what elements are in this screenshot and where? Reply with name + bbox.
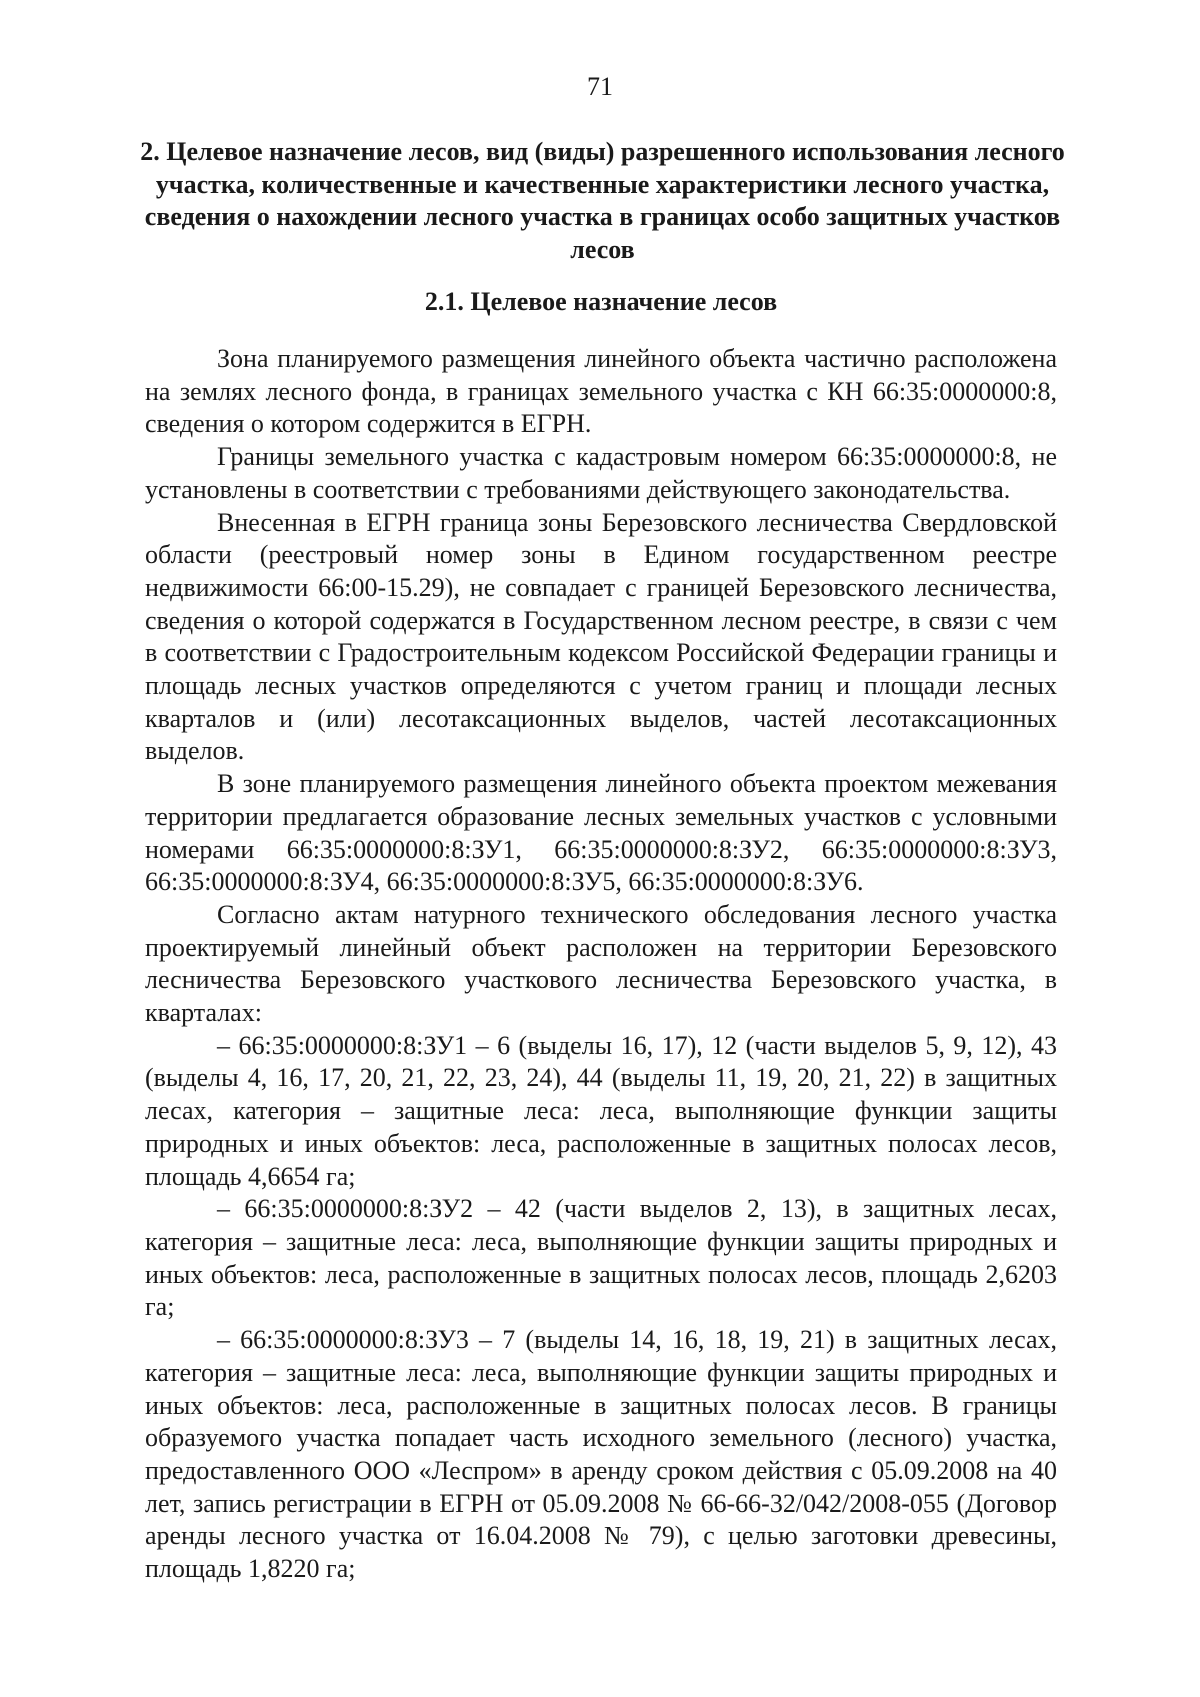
list-item-zu1: – 66:35:0000000:8:ЗУ1 – 6 (выделы 16, 17), 12 (части выделов 5, 9, 12), 43 (выделы 4, 16, 17, 20, 21, 22, 23, 24), 44 (выделы 11, 19, 20, 21, 22) в защитных лесах, категория – защитные леса: леса, выполняющие функции защиты природных и иных объектов: леса, расположенные в защитных полосах лесов, площадь 4,6654 га; — [145, 1030, 1057, 1191]
list-item-zu3: – 66:35:0000000:8:ЗУ3 – 7 (выделы 14, 16, 18, 19, 21) в защитных лесах, категория – защитные леса: леса, выполняющие функции защиты природных и иных объектов: леса, расположенные в защитных полосах лесов. В границы образуемого участка попадает часть исходного земельного (лесного) участка, предоставленного ООО «Леспром» в аренду сроком действия с 05.09.2008 на 40 лет, запись регистрации в ЕГРН от 05.09.2008 № 66-66-32/042/2008-055 (Договор аренды лесного участка от 16.04.2008 № 79), с целью заготовки древесины, площадь 1,8220 га; — [145, 1325, 1057, 1584]
paragraph-inspection-acts: Согласно актам натурного технического обследования лесного участка проектируемый линейный объект расположен на территории Березовского лесничества Березовского участкового лесничества Березовского участка, в кварталах: — [145, 899, 1057, 1028]
list-item-zu2: – 66:35:0000000:8:ЗУ2 – 42 (части выделов 2, 13), в защитных лесах, категория – защитные леса: леса, выполняющие функции защиты природных и иных объектов: леса, расположенные в защитных полосах лесов, площадь 2,6203 га; — [145, 1194, 1057, 1322]
page-number: 71 — [587, 72, 613, 101]
paragraph-forestry-zone-boundary: Внесенная в ЕГРН граница зоны Березовского лесничества Свердловской области (реестровый номер зоны в Едином государственном реестре недвижимости 66:00-15.29), не совпадает с границей Березовского лесничества, сведения о которой содержатся в Государственном лесном реестре, в связи с чем в соответствии с Градостроительным кодексом Российской Федерации границы и площадь лесных участков определяются с учетом границ и площади лесных кварталов и (или) лесотаксационных выделов, частей лесотаксационных выделов. — [145, 507, 1057, 766]
section-title: 2. Целевое назначение лесов, вид (виды) разрешенного использования лесного участка, количественные и качественные характеристики лесного участка, сведения о нахождении лесного участка в границах особо защитных участков лесов — [140, 137, 1065, 264]
paragraph-boundaries-not-established: Границы земельного участка с кадастровым номером 66:35:0000000:8, не установлены в соответствии с требованиями действующего законодательства. — [145, 442, 1057, 504]
body-text — [145, 343, 1057, 1586]
paragraph-zone-location: Зона планируемого размещения линейного объекта частично расположена на землях лесного фонда, в границах земельного участка с КН 66:35:0000000:8, сведения о котором содержится в ЕГРН. — [145, 344, 1057, 439]
subsection-title: 2.1. Целевое назначение лесов — [424, 287, 778, 316]
paragraph-land-plot-formation: В зоне планируемого размещения линейного объекта проектом межевания территории предлагается образование лесных земельных участков с условными номерами 66:35:0000000:8:ЗУ1, 66:35:0000000:8:ЗУ2, 66:35:0000000:8:ЗУ3, 66:35:0000000:8:ЗУ4, 66:35:0000000:8:ЗУ5, 66:35:0000000:8:ЗУ6. — [145, 769, 1057, 897]
